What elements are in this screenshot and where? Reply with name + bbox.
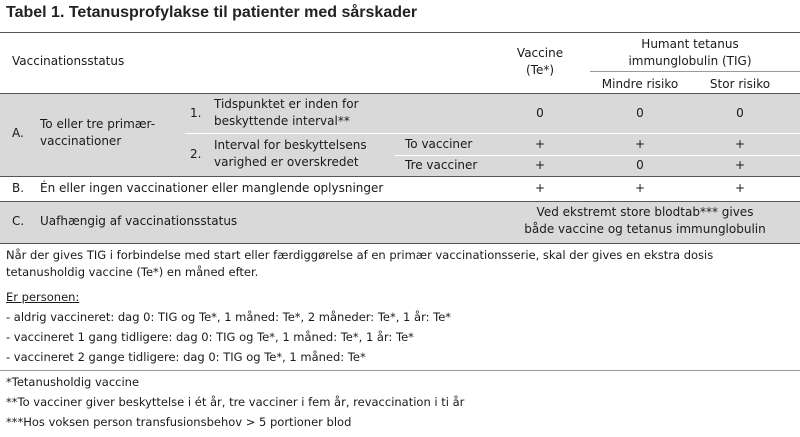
row-b-higher-risk: +	[734, 181, 746, 195]
row-a-sub2-divider	[395, 155, 800, 156]
row-a2-two-higher-risk: +	[734, 137, 746, 151]
notes-item: - aldrig vaccineret: dag 0: TIG og Te*, 1 måned: Te*, 2 måneder: Te*, 1 år: Te*	[6, 310, 452, 324]
header-tig: Humant tetanus immunglobulin (TIG)	[628, 37, 752, 68]
row-b-bottom-border	[0, 201, 800, 202]
row-c-text: Uafhængig af vaccinationsstatus	[40, 214, 238, 228]
header-vaccine: Vaccine (Te*)	[516, 46, 564, 77]
row-c-letter: C.	[12, 214, 25, 228]
header-vaccination-status: Vaccinationsstatus	[12, 54, 125, 68]
header-tig-divider	[590, 71, 800, 72]
notes-item: - vaccineret 1 gang tidligere: dag 0: TIG og Te*, 1 måned: Te*, 1 år: Te*	[6, 330, 414, 344]
footnote: ***Hos voksen person transfusionsbehov > 5 portioner blod	[6, 415, 352, 429]
row-c-note: Ved ekstremt store blodtab*** gives både vaccine og tetanus immunglobulin	[524, 205, 766, 236]
row-a2-two-vaccine: +	[534, 137, 546, 151]
footnote: *Tetanusholdig vaccine	[6, 375, 140, 389]
row-a2-three-higher-risk: +	[734, 158, 746, 172]
header-higher-risk: Stor risiko	[709, 77, 771, 91]
header-bottom-border	[0, 93, 800, 94]
row-a-bottom-border	[0, 176, 800, 177]
row-b-lower-risk: +	[634, 181, 646, 195]
notes-paragraph: Når der gives TIG i forbindelse med start eller færdiggørelse af en primær vaccinationsserie, skal der gives en ekstra dosis tetanusholdig vaccine (Te*) en måned efter.	[6, 248, 714, 279]
notes-item: - vaccineret 2 gange tidligere: dag 0: TIG og Te*, 1 måned: Te*	[6, 350, 366, 364]
row-a2-three-lower-risk: 0	[636, 158, 644, 172]
row-a1-vaccine: 0	[536, 106, 544, 120]
row-a2-three-vaccines-label: Tre vacciner	[405, 158, 478, 172]
footnotes-divider	[0, 370, 800, 371]
row-a2-text: Interval for beskyttelsens varighed er overskredet	[214, 138, 367, 169]
row-b-vaccine: +	[534, 181, 546, 195]
table-top-border	[0, 32, 800, 33]
header-lower-risk: Mindre risiko	[601, 77, 679, 91]
row-b-letter: B.	[12, 181, 25, 195]
table-title: Tabel 1. Tetanusprofylakse til patienter med sårskader	[6, 4, 418, 21]
row-a2-number: 2.	[190, 147, 202, 161]
row-a-letter: A.	[12, 126, 24, 140]
row-a1-text: Tidspunktet er inden for beskyttende interval**	[214, 97, 359, 128]
row-a1-lower-risk: 0	[636, 106, 644, 120]
row-c-bottom-border	[0, 243, 800, 244]
row-a-sub-divider	[185, 133, 800, 134]
row-a2-two-lower-risk: +	[634, 137, 646, 151]
row-a2-three-vaccine: +	[534, 158, 546, 172]
notes-heading: Er personen:	[6, 290, 80, 304]
row-a-label: To eller tre primær- vaccinationer	[40, 117, 156, 148]
row-b-text: Én eller ingen vaccinationer eller manglende oplysninger	[40, 181, 384, 195]
row-a1-number: 1.	[190, 106, 202, 120]
footnote: **To vacciner giver beskyttelse i ét år, tre vacciner i fem år, revaccination i ti år	[6, 395, 465, 409]
row-a2-two-vaccines-label: To vacciner	[405, 137, 473, 151]
row-a1-higher-risk: 0	[736, 106, 744, 120]
